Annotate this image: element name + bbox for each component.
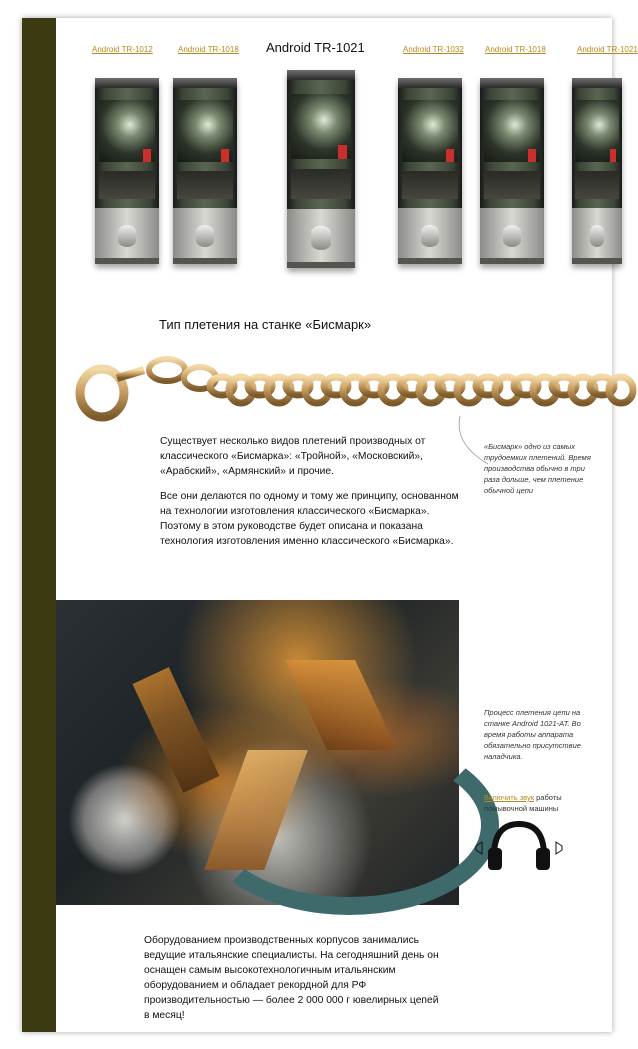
machine-link-tr-1021-next[interactable]: Android TR-1021 xyxy=(577,45,638,54)
weave-section-title: Тип плетения на станке «Бисмарк» xyxy=(159,317,372,332)
intro-paragraph-2: Все они делаются по одному и тому же принципу, основанном на технологии изготовления классического «Бисмарка». Поэтому в этом руководстве будет описана и показана технология изготовления именно классического «Бисмарка». xyxy=(160,491,459,547)
machine-link-tr-1032[interactable]: Android TR-1032 xyxy=(403,45,464,54)
page-card xyxy=(22,18,638,1032)
footer-paragraph: Оборудованием производственных корпусов занимались ведущие итальянские специалисты. На сегодняшний день он оснащен самым высокотехнологичным итальянским оборудованием и обладает рекордной для РФ производительностью — более 2 000 000 г ювелирных цепей в месяц! xyxy=(144,935,439,1021)
machine-image-tr-1032[interactable] xyxy=(398,78,462,264)
headphones-icon[interactable] xyxy=(474,816,564,872)
current-machine-title: Android TR-1021 xyxy=(266,40,365,55)
machine-link-tr-1018[interactable]: Android TR-1018 xyxy=(178,45,239,54)
bismark-chain-image xyxy=(72,348,617,428)
machine-link-tr-1018-b[interactable]: Android TR-1018 xyxy=(485,45,546,54)
photo-caption: Процесс плетения цепи на станке Android 1021-AT. Во время работы аппарата обязательно присутствие наладчика. xyxy=(484,708,581,761)
chain-side-note: «Бисмарк» одно из самых трудоемких плетений. Время производства обычно в три раза дольше, чем плетение обычной цепи xyxy=(484,442,591,495)
machine-image-partial[interactable] xyxy=(572,78,622,264)
left-color-band xyxy=(22,18,56,1032)
intro-paragraph-1: Существует несколько видов плетений производных от классического «Бисмарка»: «Тройной», «Московский», «Арабский», «Армянский» и прочие. xyxy=(160,436,426,477)
weaving-process-photo xyxy=(56,600,459,905)
sound-toggle-rest: работы помывочной машины xyxy=(484,793,562,813)
machine-image-tr-1012[interactable] xyxy=(95,78,159,264)
machine-image-tr-1018[interactable] xyxy=(173,78,237,264)
machine-link-tr-1012[interactable]: Android TR-1012 xyxy=(92,45,153,54)
machine-image-tr-1018-b[interactable] xyxy=(480,78,544,264)
sound-toggle-text xyxy=(484,793,594,815)
enable-sound-link[interactable]: Включить звук xyxy=(484,793,535,802)
machine-image-tr-1021-current xyxy=(287,70,355,268)
